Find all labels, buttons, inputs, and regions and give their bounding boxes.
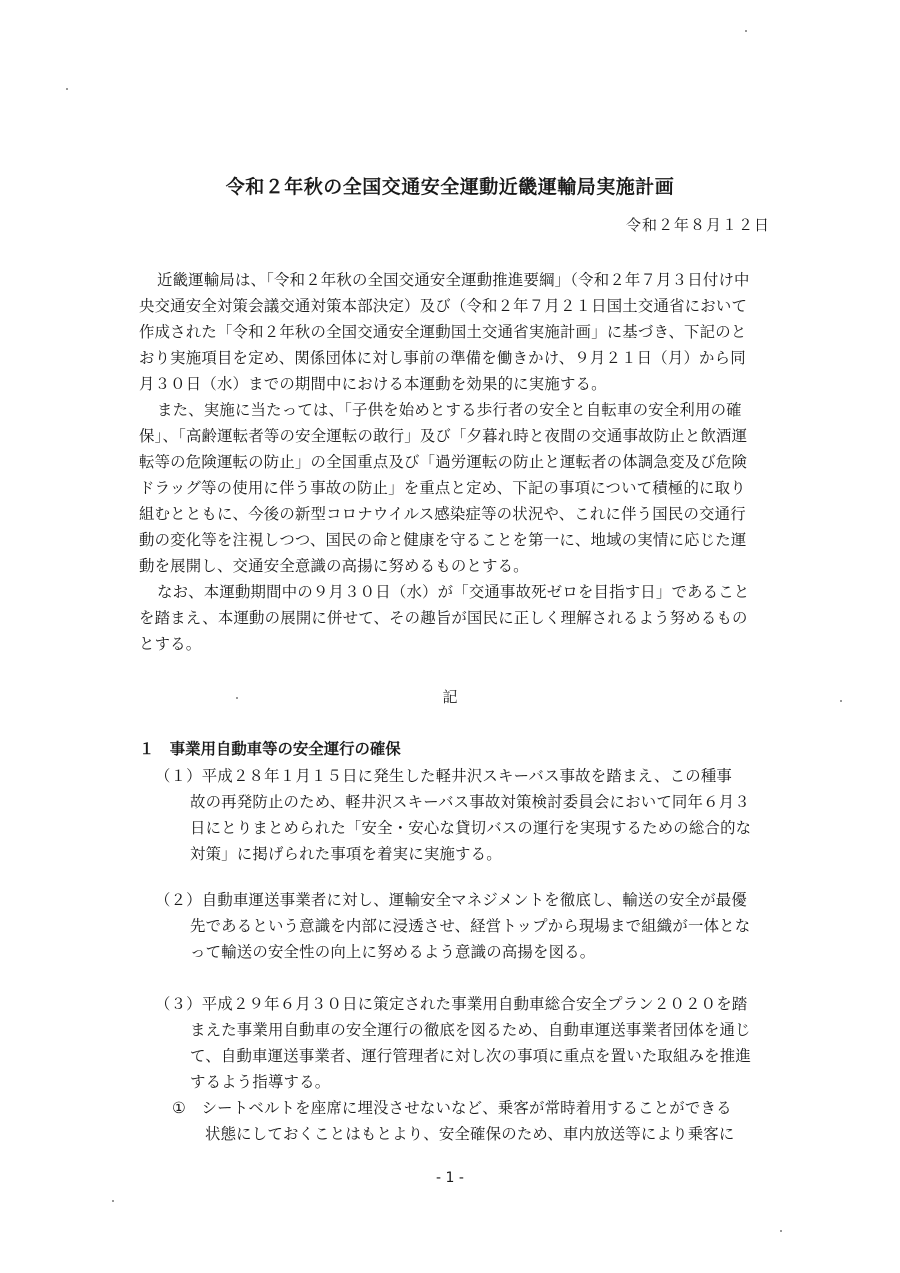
item-1-line: 対策」に掲げられた事項を着実に実施する。 — [190, 845, 502, 863]
section-1-heading: １ 事業用自動車等の安全運行の確保 — [139, 740, 401, 758]
item-3-line: （３）平成２９年６月３０日に策定された事業用自動車総合安全プラン２０２０を踏 — [155, 995, 748, 1013]
item-2-line: って輸送の安全性の向上に努めるよう意識の高揚を図る。 — [190, 943, 596, 961]
intro-line: 保」、「高齢運転者等の安全運転の敢行」及び「夕暮れ時と夜間の交通事故防止と飲酒運 — [139, 427, 748, 445]
intro-line: なお、本運動期間中の９月３０日（水）が「交通事故死ゼロを目指す日」であること — [157, 583, 750, 601]
intro-line: また、実施に当たっては、「子供を始めとする歩行者の安全と自転車の安全利用の確 — [157, 401, 742, 419]
intro-line: 月３０日（水）までの期間中における本運動を効果的に実施する。 — [139, 375, 607, 393]
scan-speck — [112, 1200, 114, 1202]
intro-line: 作成された「令和２年秋の全国交通安全運動国土交通省実施計画」に基づき、下記のと — [139, 323, 747, 341]
intro-line: を踏まえ、本運動の展開に併せて、その趣旨が国民に正しく理解されるよう努めるもの — [139, 609, 748, 627]
intro-line: 央交通安全対策会議交通対策本部決定）及び（令和２年７月２１日国土交通省において — [139, 297, 748, 315]
scan-speck — [236, 697, 238, 699]
intro-line: とする。 — [139, 635, 202, 653]
item-1-line: （１）平成２８年１月１５日に発生した軽井沢スキーバス事故を踏まえ、この種事 — [155, 767, 733, 785]
item-3-sub-1-line: 状態にしておくことはもとより、安全確保のため、車内放送等により乗客に — [205, 1125, 735, 1143]
document-date: 令和２年８月１２日 — [625, 216, 770, 234]
item-3-line: て、自動車運送事業者、運行管理者に対し次の事項に重点を置いた取組みを推進 — [190, 1047, 751, 1065]
item-2-line: 先であるという意識を内部に浸透させ、経営トップから現場まで組織が一体とな — [190, 917, 751, 935]
intro-line: 近畿運輸局は、「令和２年秋の全国交通安全運動推進要綱」（令和２年７月３日付け中 — [157, 271, 750, 289]
intro-line: 動の変化等を注視しつつ、国民の命と健康を守ることを第一に、地域の実情に応じた運 — [139, 531, 747, 549]
ki-heading: 記 — [442, 688, 458, 706]
item-3-line: するよう指導する。 — [190, 1073, 331, 1091]
item-3-sub-1-line: ① シートベルトを座席に埋没させないなど、乗客が常時着用することができる — [172, 1099, 732, 1117]
item-1-line: 故の再発防止のため、軽井沢スキーバス事故対策検討委員会において同年６月３ — [190, 793, 750, 811]
item-2-line: （２）自動車運送事業者に対し、運輸安全マネジメントを徹底し、輸送の安全が最優 — [155, 891, 747, 909]
scan-speck — [840, 700, 842, 702]
intro-line: 転等の危険運転の防止」の全国重点及び「過労運転の防止と運転者の体調急変及び危険 — [139, 453, 748, 471]
document-title: 令和２年秋の全国交通安全運動近畿運輸局実施計画 — [225, 176, 675, 198]
scan-speck — [745, 30, 747, 32]
intro-line: 動を展開し、交通安全意識の高揚に努めるものとする。 — [139, 557, 529, 575]
scan-speck — [66, 88, 68, 90]
item-3-line: まえた事業用自動車の安全運行の徹底を図るため、自動車運送事業者団体を通じ — [190, 1021, 751, 1039]
intro-line: おり実施項目を定め、関係団体に対し事前の準備を働きかけ、９月２１日（月）から同 — [139, 349, 746, 367]
intro-line: ドラッグ等の使用に伴う事故の防止」を重点と定め、下記の事項について積極的に取り — [139, 479, 746, 497]
intro-line: 組むとともに、今後の新型コロナウイルス感染症等の状況や、これに伴う国民の交通行 — [139, 505, 746, 523]
page-number: - 1 - — [436, 1170, 464, 1186]
item-1-line: 日にとりまとめられた「安全・安心な貸切バスの運行を実現するための総合的な — [190, 819, 752, 837]
scan-speck — [780, 1230, 782, 1232]
